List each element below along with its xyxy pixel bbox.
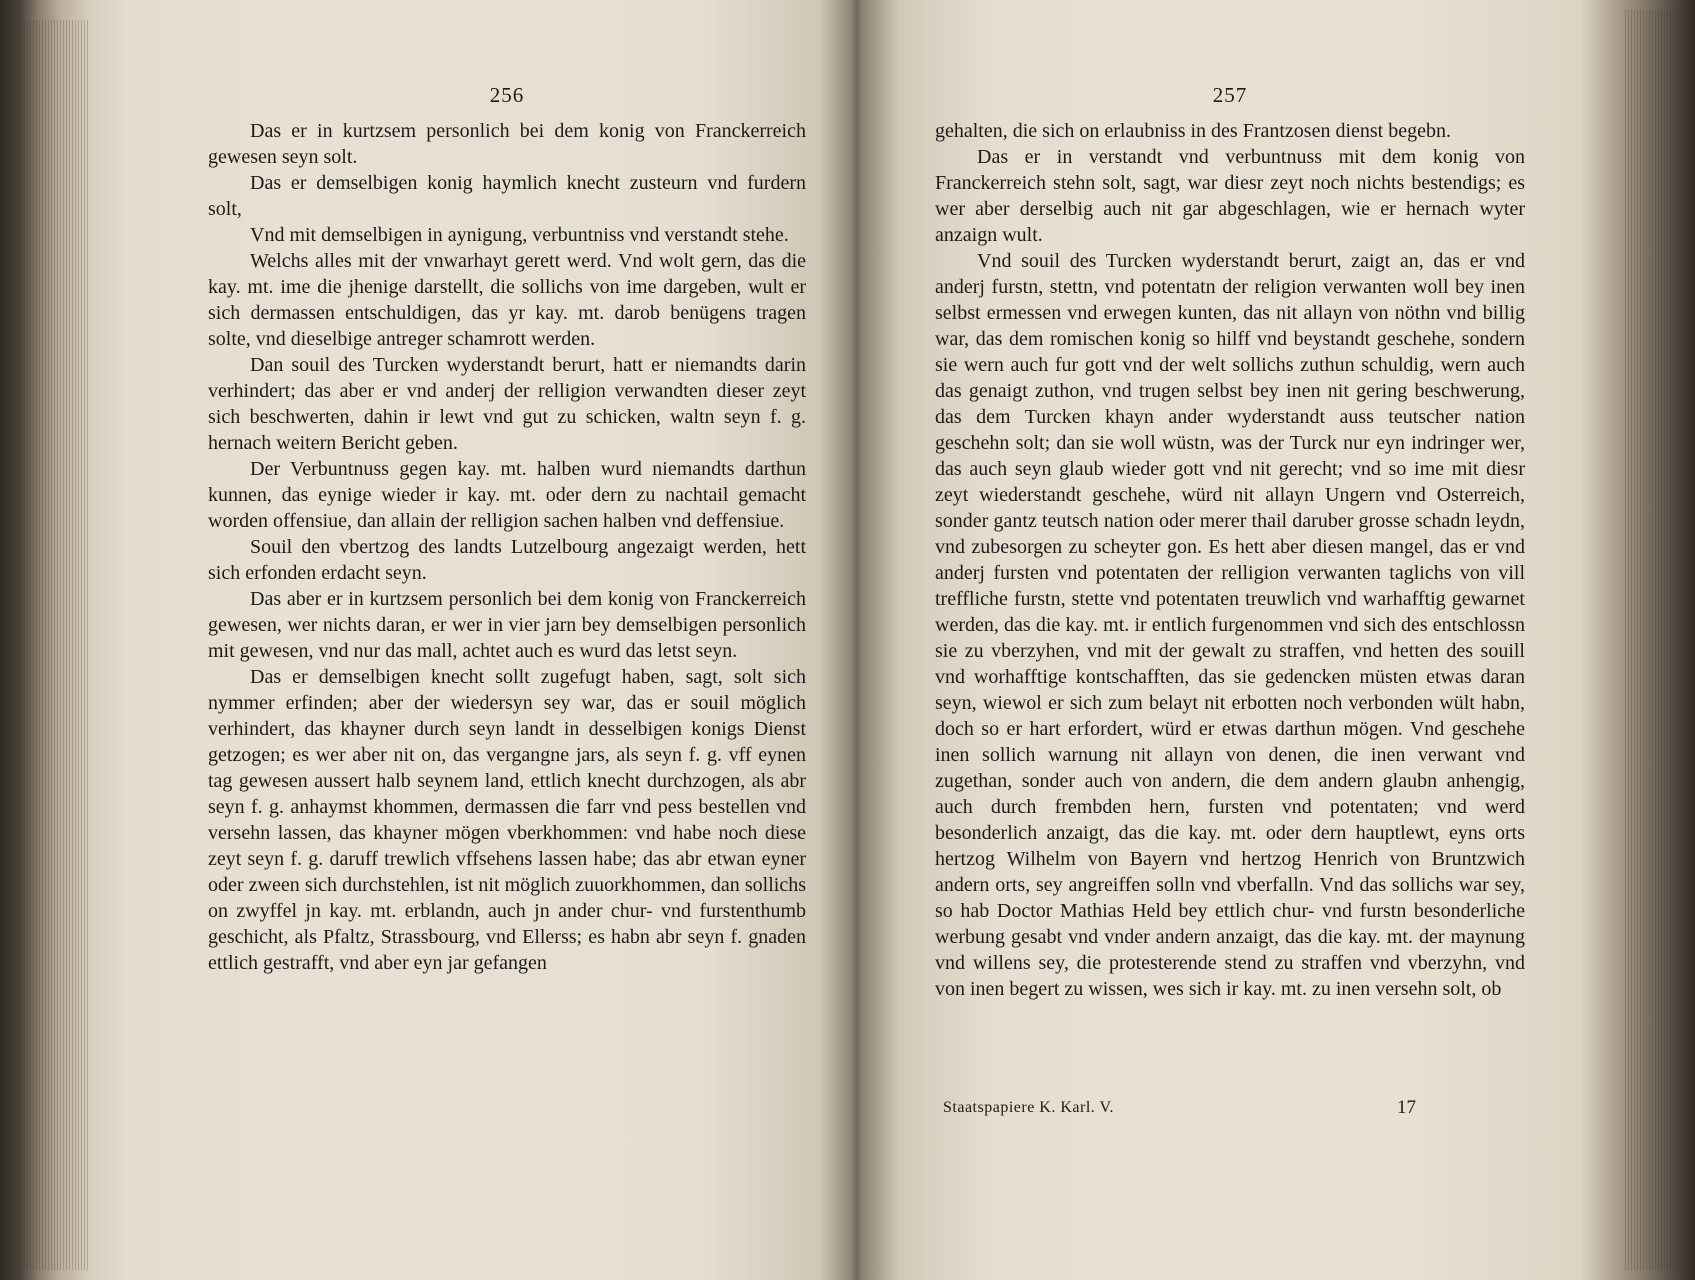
- paragraph: Vnd souil des Turcken wyderstandt berurt, zaigt an, das er vnd anderj furstn, stettn, vnd potentatn der religion verwanten woll bey inen selbst ermessen vnd erwegen kunten, das nit allayn von nöthn vnd billig war, das dem romischen konig so hilff vnd beystandt geschehe, sondern sie wern auch fur gott vnd der welt sollichs zuthun schuldig, wern auch das genaigt zuthon, vnd trugen selbst bey inen nit gering beschwerung, das dem Turcken khayn ander wyderstandt auss teutscher nation geschehn solt; dan sie woll wüstn, was der Turck nur eyn indringer wer, das auch seyn glaub wieder gott vnd nit gerecht; vnd so ime mit diesr zeyt wiederstandt geschehe, würd nit allayn Ungern vnd Osterreich, sonder gantz teutsch nation oder merer thail daruber grosse schadn leydn, vnd zubesorgen zu scheyter gon. Es hett aber diesen mangel, das er vnd anderj fursten vnd potentaten der relligion verwanten taglichs von vill treffliche furstn, stette vnd potentaten treuwlich vnd warhafftig gewarnet werden, das die kay. mt. ir entlich furgenommen vnd sich des entschlossn sie zu vberzyhen, vnd mit der gewalt zu straffen, vnd hetten des souill vnd worhafftige kontschafften, das sie gedencken müsten etwas daran seyn, wiewol er sich zum belayt nit erbotten noch verbonden wült habn, doch so er hart erfordert, würd er etwas darthun mögen. Vnd geschehe inen sollich warnung nit allayn von denen, die inen verwant vnd zugethan, sonder auch von andern, die dem andern glaubn anhengig, auch durch frembden hern, fursten vnd potentaten; vnd werd besonderlich anzaigt, das die kay. mt. oder dern hauptlewt, eyns orts hertzog Wilhelm von Bayern vnd hertzog Henrich von Bruntzwich andern orts, sey angreiffen solln vnd vberfalln. Vnd das sollichs war sey, so hab Doctor Mathias Held bey ettlich chur- vnd furstn besonderliche werbung gesabt vnd vnder andern anzaigt, das die kay. mt. der maynung vnd willens sey, die protesterende stend zu straffen vnd vberzyhn, vnd von inen begert zu wissen, wes sich ir kay. mt. zu inen versehn solt, ob: [935, 250, 1525, 1000]
- paragraph: Der Verbuntnuss gegen kay. mt. halben wurd niemandts darthun kunnen, das eynige wieder ir kay. mt. oder dern zu nachtail gemacht worden offensiue, dan allain der relligion sachen halben vnd deffensiue.: [208, 458, 806, 532]
- paragraph: Das er in kurtzsem personlich bei dem konig von Franckerreich gewesen seyn solt.: [208, 120, 806, 168]
- paragraph-continuation: gehalten, die sich on erlaubniss in des Frantzosen dienst begebn.: [935, 120, 1451, 142]
- right-page: [935, 78, 1525, 1118]
- paragraph: Das aber er in kurtzsem personlich bei dem konig von Franckerreich gewesen, wer nichts daran, er wer in vier jarn bey demselbigen personlich mit gewesen, vnd nur das mall, achtet auch es wurd das letst seyn.: [208, 588, 806, 662]
- signature-number: 17: [1397, 1097, 1416, 1118]
- paragraph: Welchs alles mit der vnwarhayt gerett werd. Vnd wolt gern, das die kay. mt. ime die jhenige darstellt, die sollichs von ime dargeben, wult er sich dermassen entschuldigen, das yr kay. mt. darob benügens tragen solte, vnd dieselbige antreger schamrott werden.: [208, 250, 806, 350]
- paragraph: Dan souil des Turcken wyderstandt berurt, hatt er niemandts darin verhindert; das aber er vnd anderj der relligion verwandten dieser zeyt sich beschwerten, dahin ir lewt vnd gut zu schicken, waltn seyn f. g. hernach weitern Bericht geben.: [208, 354, 806, 454]
- page-number: 256: [489, 83, 525, 107]
- paragraph: Das er demselbigen konig haymlich knecht zusteurn vnd furdern solt,: [208, 172, 806, 220]
- signature-mark: Staatspapiere K. Karl. V.: [943, 1099, 1114, 1116]
- page-number: 257: [1212, 83, 1248, 107]
- paragraph: Vnd mit demselbigen in aynigung, verbuntniss vnd verstandt stehe.: [250, 224, 789, 246]
- left-page-body: [208, 118, 806, 976]
- paragraph: Souil den vbertzog des landts Lutzelbourg angezaigt werden, hett sich erfonden erdacht seyn.: [208, 536, 806, 584]
- paragraph: Das er in verstandt vnd verbuntnuss mit dem konig von Franckerreich stehn solt, sagt, war diesr zeyt noch nichts bestendigs; es wer aber derselbig auch nit gar abgeschlagen, wie er hernach wyter anzaign wult.: [935, 146, 1525, 246]
- right-page-body: [935, 118, 1525, 1002]
- page-edges-right: [1625, 10, 1695, 1270]
- page-edges-left: [0, 20, 90, 1270]
- left-page: [208, 78, 806, 976]
- paragraph: Das er demselbigen knecht sollt zugefugt haben, sagt, solt sich nymmer erfinden; aber der wiedersyn sey war, das er souil möglich verhindert, das khayner durch seyn landt in desselbigen konigs Dienst getzogen; es wer aber nit on, das vergangne jars, als seyn f. g. vff eynen tag gewesen aussert halb seynem land, ettlich knecht durchzogen, als abr seyn f. g. anhaymst khommen, dermassen die farr vnd pess bestellen vnd versehn lassen, das khayner mögen vberkhommen: vnd habe noch diese zeyt seyn f. g. daruff trewlich vffsehens lassen habe; das abr etwan eyner oder zween sich durchstehlen, ist nit möglich zuuorkhommen, dan sollichs on zwyffel jn kay. mt. erblandn, auch jn ander chur- vnd furstenthumb geschicht, als Pfaltz, Strassbourg, vnd Ellerss; es habn abr seyn f. gnaden ettlich gestrafft, vnd aber eyn jar gefangen: [208, 666, 806, 974]
